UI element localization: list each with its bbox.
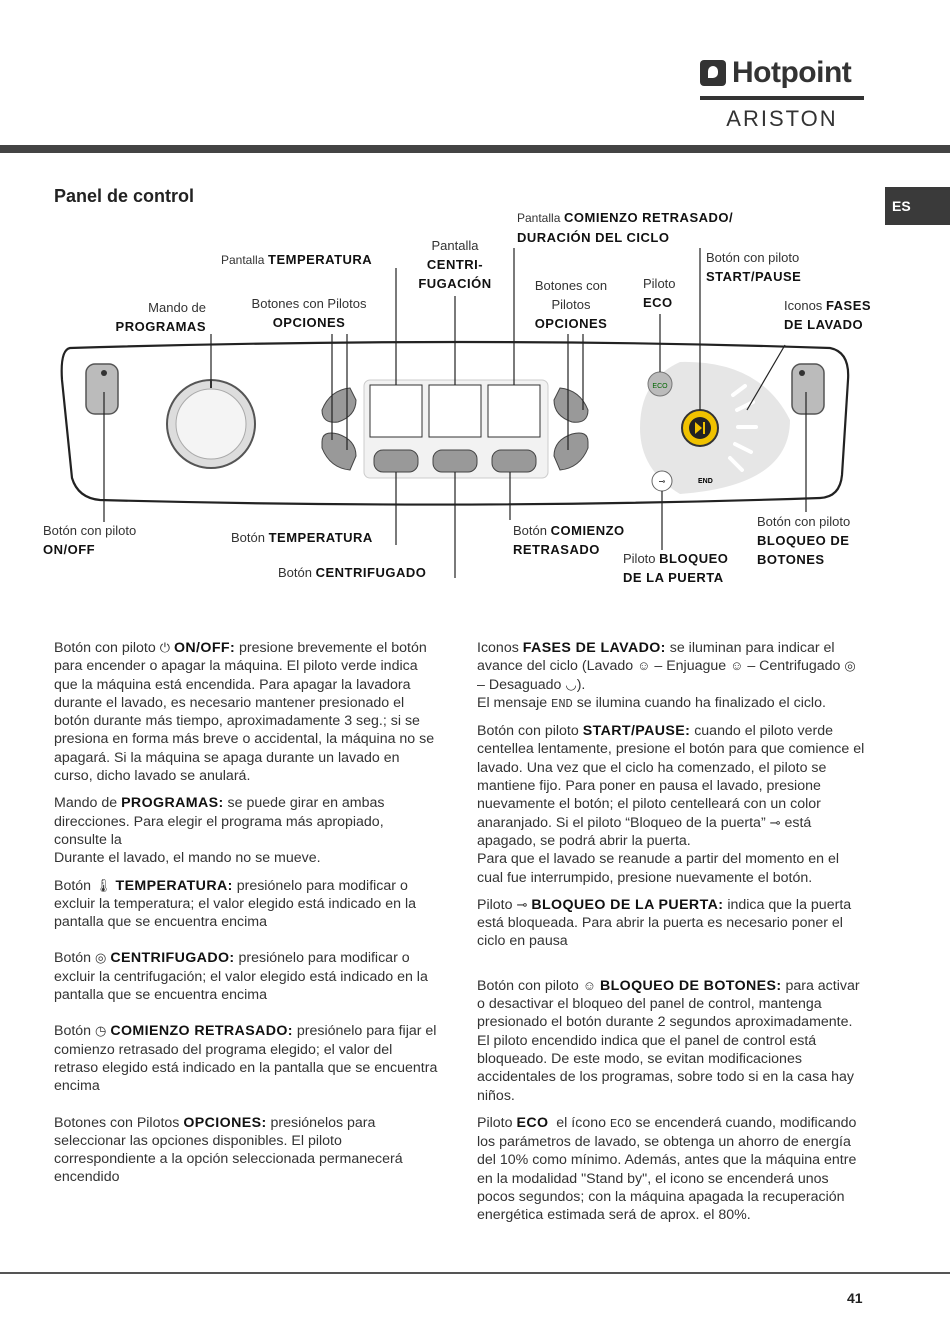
section-title: Panel de control bbox=[54, 186, 195, 206]
end-indicator: END bbox=[698, 478, 713, 485]
key-icon: ⊸ bbox=[516, 896, 528, 912]
para-centrifugado: Botón ◎ CENTRIFUGADO: presiónelo para modificar o excluir la centrifugación; el valor elegido está indicado en la pantalla que se encuentra encima bbox=[54, 950, 428, 1004]
label-temp-button: Botón TEMPERATURA bbox=[231, 530, 373, 545]
page-number: 41 bbox=[847, 1290, 863, 1306]
delay-button bbox=[492, 450, 536, 472]
temperature-button bbox=[374, 450, 418, 472]
label-phases: Iconos FASES DE LAVADO bbox=[784, 298, 872, 332]
para-eco: Piloto ECO el ícono ECO se encenderá cuando, modificando los parámetros de lavado, se obtenga un ahorro de energía del 10% como mínimo. Además, antes que la máquina entre en la modalidad "Stand by", el icono se encenderá unos pocos segundos; con la máquina apagada la recuperación energética estimada será de aprox. el 80%. bbox=[477, 1114, 857, 1224]
label-spin-button: Botón CENTRIFUGADO bbox=[278, 565, 427, 580]
spin-phase-icon: ◎ bbox=[844, 658, 856, 674]
para-opciones: Botones con Pilotos OPCIONES: presiónelos para seleccionar las opciones disponibles. El piloto correspondiente a la opción seleccionada permanecerá encendido bbox=[54, 1114, 403, 1186]
label-child-lock: Botón con piloto BLOQUEO DE BOTONES bbox=[757, 514, 851, 567]
footer-line bbox=[0, 1272, 950, 1274]
label-onoff: Botón con piloto ON/OFF bbox=[43, 523, 137, 557]
spin-button bbox=[433, 450, 477, 472]
label-temp-display: Pantalla TEMPERATURA bbox=[221, 252, 373, 267]
spin-icon: ◎ bbox=[95, 950, 107, 966]
wash-icon: ☺ bbox=[637, 658, 651, 674]
para-programas: Mando de PROGRAMAS: se puede girar en ambas direcciones. Para elegir el programa más apropiado, consulte la Durante el lavado, el mando no se mueve. bbox=[54, 795, 385, 867]
thermometer-icon: 🌡 bbox=[95, 877, 112, 893]
spin-display bbox=[429, 385, 481, 437]
para-bloqueo-botones: Botón con piloto ☺ BLOQUEO DE BOTONES: para activar o desactivar el bloqueo del panel de control, mantenga presionado el botón durante 2 segundos aproximadamente. El piloto encendido indica que el panel de control está bloqueado. De este modo, se evitan modificaciones accidentales de los programas, sobre todo si en la casa hay niños. bbox=[477, 977, 860, 1104]
label-spin-display: Pantalla CENTRI- FUGACIÓN bbox=[418, 238, 492, 291]
label-options-right: Botones con Pilotos OPCIONES bbox=[534, 278, 608, 331]
brand-sub: ARISTON bbox=[726, 106, 838, 131]
para-temperatura: Botón 🌡 TEMPERATURA: presiónelo para modificar o excluir la temperatura; el valor elegido está indicado en la pantalla que se encuentra encima bbox=[54, 877, 416, 931]
eco-indicator-text: ECO bbox=[652, 383, 668, 390]
left-column bbox=[54, 639, 439, 1196]
label-delay-display: Pantalla COMIENZO RETRASADO/ DURACIÓN DEL CICLO bbox=[517, 210, 734, 245]
para-comienzo: Botón ◷ COMIENZO RETRASADO: presiónelo para fijar el comienzo retrasado del programa elegido; el valor del retraso elegido está indicado en la pantalla que se encuentra encima bbox=[54, 1023, 438, 1095]
label-options-left: Botones con Pilotos OPCIONES bbox=[251, 296, 367, 330]
label-door-lock: Piloto BLOQUEO DE LA PUERTA bbox=[623, 551, 729, 585]
brand-name: Hotpoint bbox=[732, 56, 852, 89]
delay-clock-icon: ◷ bbox=[95, 1023, 107, 1039]
rinse-icon: ☺ bbox=[730, 658, 744, 674]
para-onoff: Botón con piloto ⏻ ON/OFF: presione brevemente el botón para encender o apagar la máquina. El piloto verde indica que la máquina está encendida. Para apagar la lavadora durante el lavado, es necesario mantener presionado el botón durante más tiempo, aproximadamente 3 seg.; si se presiona en forma más breve o accidental, la máquina no se apagará. Si la máquina se apaga durante un lavado en curso, dicho lavado se anulará. bbox=[54, 640, 435, 785]
svg-text:⊸: ⊸ bbox=[658, 477, 666, 486]
para-bloqueo-puerta: Piloto ⊸ BLOQUEO DE LA PUERTA: indica que la puerta está bloqueada. Para abrir la puerta es necesario poner el ciclo en pausa bbox=[477, 896, 852, 950]
temperature-display bbox=[370, 385, 422, 437]
delay-display bbox=[488, 385, 540, 437]
drain-icon: ◡ bbox=[565, 676, 577, 692]
label-delay-button: Botón COMIENZO RETRASADO bbox=[513, 523, 625, 557]
para-start: Botón con piloto START/PAUSE: cuando el piloto verde centellea lentamente, presione el botón para que comience el lavado. Una vez que el ciclo ha comenzado, el piloto se mantiene fijo. Para poner en pausa el lavado, presione nuevamente el botón; el piloto centelleará con un color anaranjado. Si el piloto “Bloqueo de la puerta” ⊸ está apagado, se podrá abrir la puerta. Para que el lavado se reanude a partir del momento en el cual fue interrumpido, presione nuevamente el botón. bbox=[477, 723, 865, 886]
key-icon: ⊸ bbox=[769, 814, 781, 830]
right-column bbox=[477, 639, 867, 1234]
label-start-pause: Botón con piloto START/PAUSE bbox=[706, 250, 802, 284]
child-lock-button bbox=[792, 364, 824, 414]
child-lock-icon: ☺ bbox=[582, 977, 596, 993]
language-tab: ES bbox=[885, 187, 950, 225]
power-icon: ⏻ bbox=[159, 640, 171, 655]
label-program-knob: Mando de PROGRAMAS bbox=[115, 300, 206, 334]
label-eco: Piloto ECO bbox=[643, 276, 676, 310]
para-fases: Iconos FASES DE LAVADO: se iluminan para indicar el avance del ciclo (Lavado ☺ – Enjuague ☺ – Centrifugado ◎ – Desaguado ◡). El mensaje END se ilumina cuando ha finalizado el ciclo. bbox=[477, 640, 856, 711]
